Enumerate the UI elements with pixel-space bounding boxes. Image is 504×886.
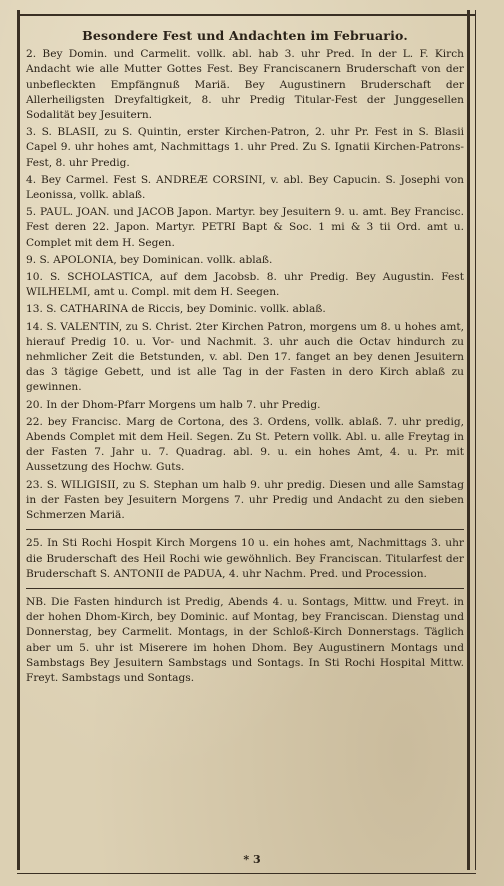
entry-feb-03: 3. S. BLASII, zu S. Quintin, erster Kirchen-Patron, 2. uhr Pr. Fest in S. Blasii Capel 9. uhr hohes amt, Nachmittags 1. uhr Pred. Zu S. Ignatii Kirchen-Patrons-Fest, 8. uhr Predig. xyxy=(26,126,464,169)
entry-feb-23: 23. S. WILIGISII, zu S. Stephan um halb 9. uhr predig. Diesen und alle Samstag in der Fasten bey Jesuitern Morgens 7. uhr Predig und Andacht zu den sieben Schmerzen Mariä. xyxy=(26,478,464,522)
right-border-rule xyxy=(467,10,470,870)
nota-bene-paragraph: NB. Die Fasten hindurch ist Predig, Abends 4. u. Sontags, Mittw. und Freyt. in der hohen Dhom-Kirch, bey Dominic. auf Montag, bey Franciscan. Dienstag und Donnerstag, bey Carmelit. Montags, in der Schloß-Kirch Donnerstags. Täglich aber um 5. uhr ist Miserere im hohen Dhom. Bey Augustinern Montags und Sambstags Bey Jesuitern Sambstags und Sontags. In Sti Rochi Hospital Mittw. Freyt. Sambstags und Sontags. xyxy=(26,595,464,684)
entry-feb-25: 25. In Sti Rochi Hospit Kirch Morgens 10 u. ein hohes amt, Nachmittags 3. uhr die Bruderschaft des Heil Rochi wie gewöhnlich. Bey Franciscan. Titularfest der Bruderschaft S. ANTONII de PADUA, 4. uhr Nachm. Pred. und Procession. xyxy=(26,537,464,580)
page-content xyxy=(26,28,464,688)
left-border-rule xyxy=(17,10,20,870)
section-divider xyxy=(26,529,464,530)
entry-feb-10: 10. S. SCHOLASTICA, auf dem Jacobsb. 8. uhr Predig. Bey Augustin. Fest WILHELMI, amt u. Compl. mit dem H. Seegen. xyxy=(26,271,464,299)
right-border-rule-thin xyxy=(475,10,476,870)
page-title: Besondere Fest und Andachten im Februario. xyxy=(82,28,408,43)
entry-feb-09: 9. S. APOLONIA, bey Dominican. vollk. ablaß. xyxy=(26,253,273,266)
top-border-rule xyxy=(17,14,476,16)
page-footer-signature: * 3 xyxy=(243,853,261,866)
entry-feb-13: 13. S. CATHARINA de Riccis, bey Dominic. vollk. ablaß. xyxy=(26,303,326,316)
entry-feb-20: 20. In der Dhom-Pfarr Morgens um halb 7. uhr Predig. xyxy=(26,398,321,411)
bottom-border-rule xyxy=(17,873,476,874)
entry-feb-22: 22. bey Francisc. Marg de Cortona, des 3. Ordens, vollk. ablaß. 7. uhr predig, Abends Complet mit dem Heil. Segen. Zu St. Petern vollk. Abl. u. alle Freytag in der Fasten 7. Jahr u. 7. Quadrag. abl. 9. u. ein hohes Amt, 4. u. Pr. mit Aussetzung des Hochw. Guts. xyxy=(26,415,464,474)
entry-feb-04: 4. Bey Carmel. Fest S. ANDREÆ CORSINI, v. abl. Bey Capucin. S. Josephi von Leonissa, vollk. ablaß. xyxy=(26,173,464,202)
entry-feb-14: 14. S. VALENTIN, zu S. Christ. 2ter Kirchen Patron, morgens um 8. u hohes amt, hierauf Predig 10. u. Vor- und Nachmit. 3. uhr auch die Octav hindurch zu nehmlicher Zeit die Betstunden, v. abl. Den 17. fanget an bey denen Jesuitern das 3 tägige Gebett, und ist alle Tag in der Fasten in dero Kirch ablaß zu gewinnen. xyxy=(26,320,464,394)
section-divider xyxy=(26,588,464,589)
entry-feb-05: 5. PAUL. JOAN. und JACOB Japon. Martyr. bey Jesuitern 9. u. amt. Bey Francisc. Fest deren 22. Japon. Martyr. PETRI Bapt & Soc. 1 mi & 3 tii Ord. amt u. Complet mit dem H. Segen. xyxy=(26,206,464,249)
entry-feb-02: 2. Bey Domin. und Carmelit. vollk. abl. hab 3. uhr Pred. In der L. F. Kirch Andacht wie alle Mutter Gottes Fest. Bey Franciscanern Bruderschaft von der unbefleckten Empfängnuß Mariä. Bey Augustinern Bruderschaft der Allerheiligsten Dreyfaltigkeit, 8. uhr Predig Titular-Fest der Junggesellen Sodalität bey Jesuitern. xyxy=(26,48,464,122)
